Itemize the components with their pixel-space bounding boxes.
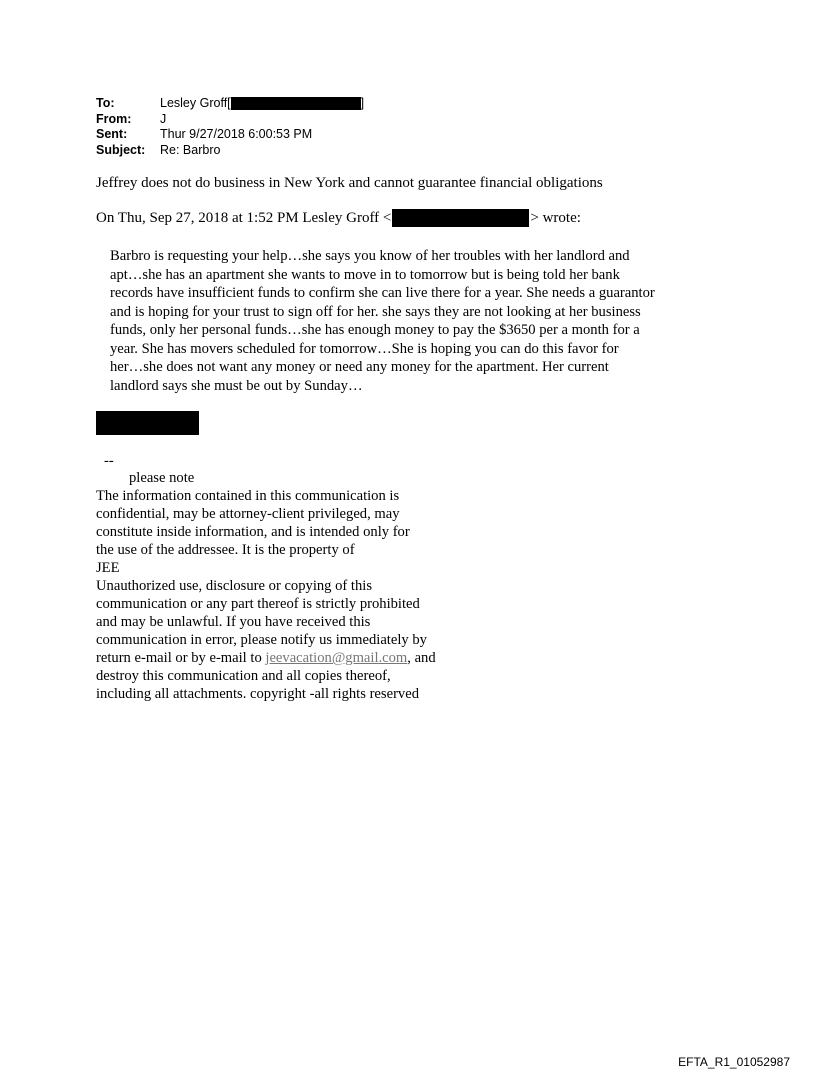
quoted-line: and is hoping for your trust to sign off for her. she says they are not looking at her business xyxy=(110,303,641,320)
quoted-message xyxy=(110,247,740,395)
quote-intro xyxy=(96,209,581,227)
email-link[interactable]: jeevacation@gmail.com xyxy=(265,650,408,666)
to-name: Lesley Groff[ xyxy=(160,96,231,110)
header-sent-row xyxy=(96,127,364,143)
sent-value: Thur 9/27/2018 6:00:53 PM xyxy=(160,127,313,141)
disclaimer-line: destroy this communication and all copies thereof, xyxy=(96,668,391,684)
disclaimer-line: the use of the addressee. It is the property of xyxy=(96,542,355,558)
confidentiality-disclaimer xyxy=(96,487,436,703)
disclaimer-email-after: , and xyxy=(407,650,436,666)
quote-intro-after: > wrote: xyxy=(530,210,581,226)
disclaimer-line: including all attachments. copyright -all rights reserved xyxy=(96,686,419,702)
quoted-line: apt…she has an apartment she wants to move in to tomorrow but is being told her bank xyxy=(110,266,620,283)
quoted-line: Barbro is requesting your help…she says you know of her troubles with her landlord and xyxy=(110,248,630,264)
disclaimer-line: communication or any part thereof is strictly prohibited xyxy=(96,596,420,612)
sent-label: Sent: xyxy=(96,127,128,141)
redacted-sender-email xyxy=(392,209,529,227)
please-note: please note xyxy=(129,470,195,486)
redacted-signature xyxy=(96,411,199,435)
to-label: To: xyxy=(96,96,115,110)
subject-label: Subject: xyxy=(96,142,146,157)
signature-dashes: -- xyxy=(104,453,114,469)
quoted-line: her…she does not want any money or need any money for the apartment. Her current xyxy=(110,359,609,375)
from-label: From: xyxy=(96,111,132,126)
disclaimer-line: and may be unlawful. If you have received this xyxy=(96,614,371,630)
header-from-row xyxy=(96,112,364,128)
disclaimer-line: communication in error, please notify us immediately by xyxy=(96,632,427,648)
reply-text: Jeffrey does not do business in New York and cannot guarantee financial obligations xyxy=(96,175,603,191)
disclaimer-line: constitute inside information, and is intended only for xyxy=(96,524,410,540)
disclaimer-line: JEE xyxy=(96,560,120,576)
to-value xyxy=(160,96,364,112)
redacted-to-address xyxy=(231,97,361,110)
disclaimer-email-line xyxy=(96,649,436,667)
quoted-line: year. She has movers scheduled for tomorrow…She is hoping you can do this favor for xyxy=(110,340,619,357)
disclaimer-line: Unauthorized use, disclosure or copying of this xyxy=(96,578,373,594)
quote-intro-before: On Thu, Sep 27, 2018 at 1:52 PM Lesley Groff < xyxy=(96,210,392,226)
email-header xyxy=(96,96,364,158)
from-value: J xyxy=(160,111,167,126)
quoted-line: records have insufficient funds to confirm she can live there for a year. She needs a guarantor xyxy=(110,285,655,301)
header-to-row xyxy=(96,96,364,112)
to-close-bracket: ] xyxy=(360,96,365,110)
disclaimer-email-before: return e-mail or by e-mail to xyxy=(96,650,266,666)
disclaimer-line: confidential, may be attorney-client privileged, may xyxy=(96,506,400,522)
subject-value: Re: Barbro xyxy=(160,142,221,157)
quoted-line: funds, only her personal funds…she has enough money to pay the $3650 per a month for a xyxy=(110,322,640,338)
document-id: EFTA_R1_01052987 xyxy=(678,1055,790,1069)
header-subject-row xyxy=(96,143,364,159)
quoted-line: landlord says she must be out by Sunday… xyxy=(110,377,363,394)
disclaimer-line: The information contained in this communication is xyxy=(96,488,400,504)
